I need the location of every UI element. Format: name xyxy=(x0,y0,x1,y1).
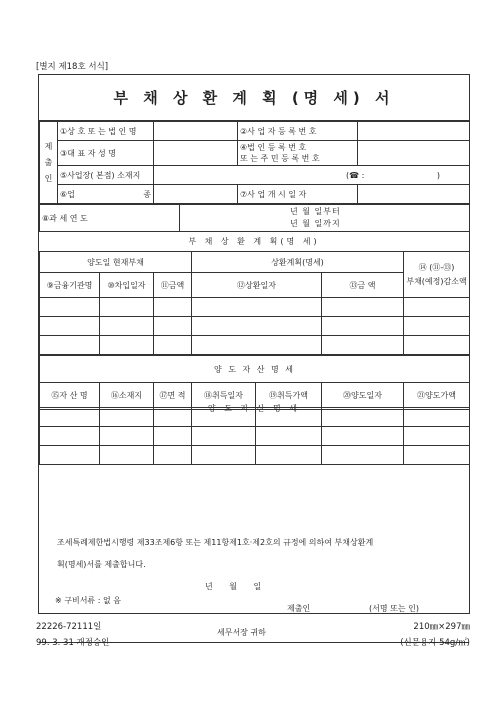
cell[interactable] xyxy=(322,317,404,336)
cell[interactable] xyxy=(154,317,192,336)
cell[interactable] xyxy=(404,336,470,355)
applicant-group-text: 제출인 xyxy=(44,141,53,183)
cell[interactable] xyxy=(154,446,192,465)
cell[interactable] xyxy=(322,427,404,446)
biz-type-label-b: 종 xyxy=(143,189,151,199)
biz-type-label-a: ⑥업 xyxy=(60,189,75,199)
approval-date: 99. 3. 31 개정승인 xyxy=(36,638,110,648)
paper-size: 210㎜×297㎜ xyxy=(413,622,470,632)
cell[interactable] xyxy=(100,427,154,446)
applicant-group-label xyxy=(40,122,58,204)
address-field[interactable] xyxy=(154,166,470,185)
cell[interactable] xyxy=(154,408,192,427)
cell[interactable] xyxy=(40,446,100,465)
biz-reg-label: ②사 업 자 등 록 번 호 xyxy=(238,122,358,141)
attachments-note: ※ 구비서류 : 없 음 xyxy=(55,596,121,605)
debt-section-title: 부 채 상 환 계 획(명 세) xyxy=(39,232,469,252)
signature-label: (서명 또는 인) xyxy=(369,604,419,613)
cell[interactable] xyxy=(192,427,256,446)
cell[interactable] xyxy=(100,317,154,336)
address-label: ⑤사업장( 본점) 소재지 xyxy=(58,166,154,185)
cell[interactable] xyxy=(322,336,404,355)
addressee: 세무서장 귀하 xyxy=(217,628,266,637)
form-title: 부 채 상 환 계 획 (명 세) 서 xyxy=(39,75,469,121)
cell[interactable] xyxy=(404,298,470,317)
declaration-block xyxy=(39,517,469,643)
applicant-table xyxy=(39,121,470,204)
reduction-header-a: ⑭ (⑪-⑬) xyxy=(418,262,455,272)
debt-row xyxy=(40,298,470,317)
cell[interactable] xyxy=(256,446,322,465)
biz-name-label: ①상 호 또 는 법 인 명 xyxy=(58,122,154,141)
cell[interactable] xyxy=(40,408,100,427)
cell[interactable] xyxy=(322,298,404,317)
col-transfer-price: ㉑양도가액 xyxy=(404,383,470,408)
submitter-label: 제출인 xyxy=(287,604,311,613)
cell[interactable] xyxy=(192,317,322,336)
assets-title-cell xyxy=(40,356,470,383)
paper-type: (신문용지 54g/㎡) xyxy=(400,638,470,648)
col-institution: ⑨금융기관명 xyxy=(40,273,100,298)
biz-name-field[interactable] xyxy=(154,122,238,141)
cell[interactable] xyxy=(404,408,470,427)
col-repay-amount: ⑬금 액 xyxy=(322,273,404,298)
cell[interactable] xyxy=(322,408,404,427)
assets-title-text: 양 도 자 산 명 세 xyxy=(213,364,296,374)
cell[interactable] xyxy=(192,446,256,465)
cell[interactable] xyxy=(404,446,470,465)
transfer-debt-header: 양도일 현재부채 xyxy=(40,252,192,273)
cell[interactable] xyxy=(100,446,154,465)
cell[interactable] xyxy=(404,427,470,446)
cell[interactable] xyxy=(256,427,322,446)
col-area: ⑰면 적 xyxy=(154,383,192,408)
col-repay-date: ⑫상환일자 xyxy=(192,273,322,298)
declaration-line1: 조세특례제한법시행령 제33조제6항 또는 제11항제1호·제2호의 규정에 의하여 부채상환계 xyxy=(57,538,374,547)
biz-start-field[interactable] xyxy=(358,185,470,204)
debt-table xyxy=(39,251,470,355)
form-caption: [별지 제18호 서식] xyxy=(36,62,109,72)
assets-section-title: 양 도 자 산 명 세 xyxy=(39,409,469,410)
col-acquire-price: ⑲취득가액 xyxy=(256,383,322,408)
tax-year-label: ⑧과 세 연 도 xyxy=(40,205,180,232)
corp-reg-label xyxy=(238,141,358,166)
corp-reg-field[interactable] xyxy=(358,141,470,166)
cell[interactable] xyxy=(40,298,100,317)
debt-row xyxy=(40,317,470,336)
phone-label: (☎ : xyxy=(346,170,365,180)
cell[interactable] xyxy=(192,408,256,427)
tax-year-table xyxy=(39,204,470,232)
col-acquire-date: ⑱취득일자 xyxy=(192,383,256,408)
cell[interactable] xyxy=(154,336,192,355)
asset-row xyxy=(40,427,470,446)
col-transfer-date: ⑳양도일자 xyxy=(322,383,404,408)
cell[interactable] xyxy=(100,336,154,355)
cell[interactable] xyxy=(40,427,100,446)
cell[interactable] xyxy=(40,336,100,355)
asset-row xyxy=(40,446,470,465)
asset-row xyxy=(40,408,470,427)
cell[interactable] xyxy=(100,408,154,427)
col-asset-name: ⑮자 산 명 xyxy=(40,383,100,408)
rep-name-field[interactable] xyxy=(154,141,238,166)
col-borrow-date: ⑩차입일자 xyxy=(100,273,154,298)
rep-name-label: ③대 표 자 성 명 xyxy=(58,141,154,166)
phone-close: ) xyxy=(436,170,440,180)
biz-start-label: ⑦사 업 개 시 일 자 xyxy=(238,185,358,204)
tax-year-period[interactable] xyxy=(180,205,470,232)
cell[interactable] xyxy=(154,427,192,446)
tax-year-to: 년 월 일까지 xyxy=(290,219,341,228)
reduction-header-b: 부채(예정)감소액 xyxy=(406,276,467,286)
cell[interactable] xyxy=(100,298,154,317)
reduction-header xyxy=(404,252,470,298)
col-amount: ⑪금액 xyxy=(154,273,192,298)
cell[interactable] xyxy=(192,336,322,355)
biz-type-label xyxy=(58,185,154,204)
cell[interactable] xyxy=(40,317,100,336)
corp-reg-label-line1: ④법 인 등 록 번 호 xyxy=(240,143,307,152)
assets-table xyxy=(39,355,470,465)
debt-row xyxy=(40,336,470,355)
cell[interactable] xyxy=(154,298,192,317)
repay-plan-header: 상환계획(명세) xyxy=(192,252,404,273)
biz-type-field[interactable] xyxy=(154,185,238,204)
declaration-line2: 획(명세)서를 제출합니다. xyxy=(57,560,146,569)
cell[interactable] xyxy=(256,408,322,427)
cell[interactable] xyxy=(322,446,404,465)
tax-year-from: 년 월 일부터 xyxy=(290,207,341,216)
cell[interactable] xyxy=(404,317,470,336)
biz-reg-field[interactable] xyxy=(358,122,470,141)
corp-reg-label-line2: 또 는 주 민 등 록 번 호 xyxy=(240,154,320,163)
col-location: ⑯소재지 xyxy=(100,383,154,408)
declaration-date: 년 월 일 xyxy=(205,582,262,591)
form-code: 22226-72111일 xyxy=(36,622,102,632)
cell[interactable] xyxy=(192,298,322,317)
